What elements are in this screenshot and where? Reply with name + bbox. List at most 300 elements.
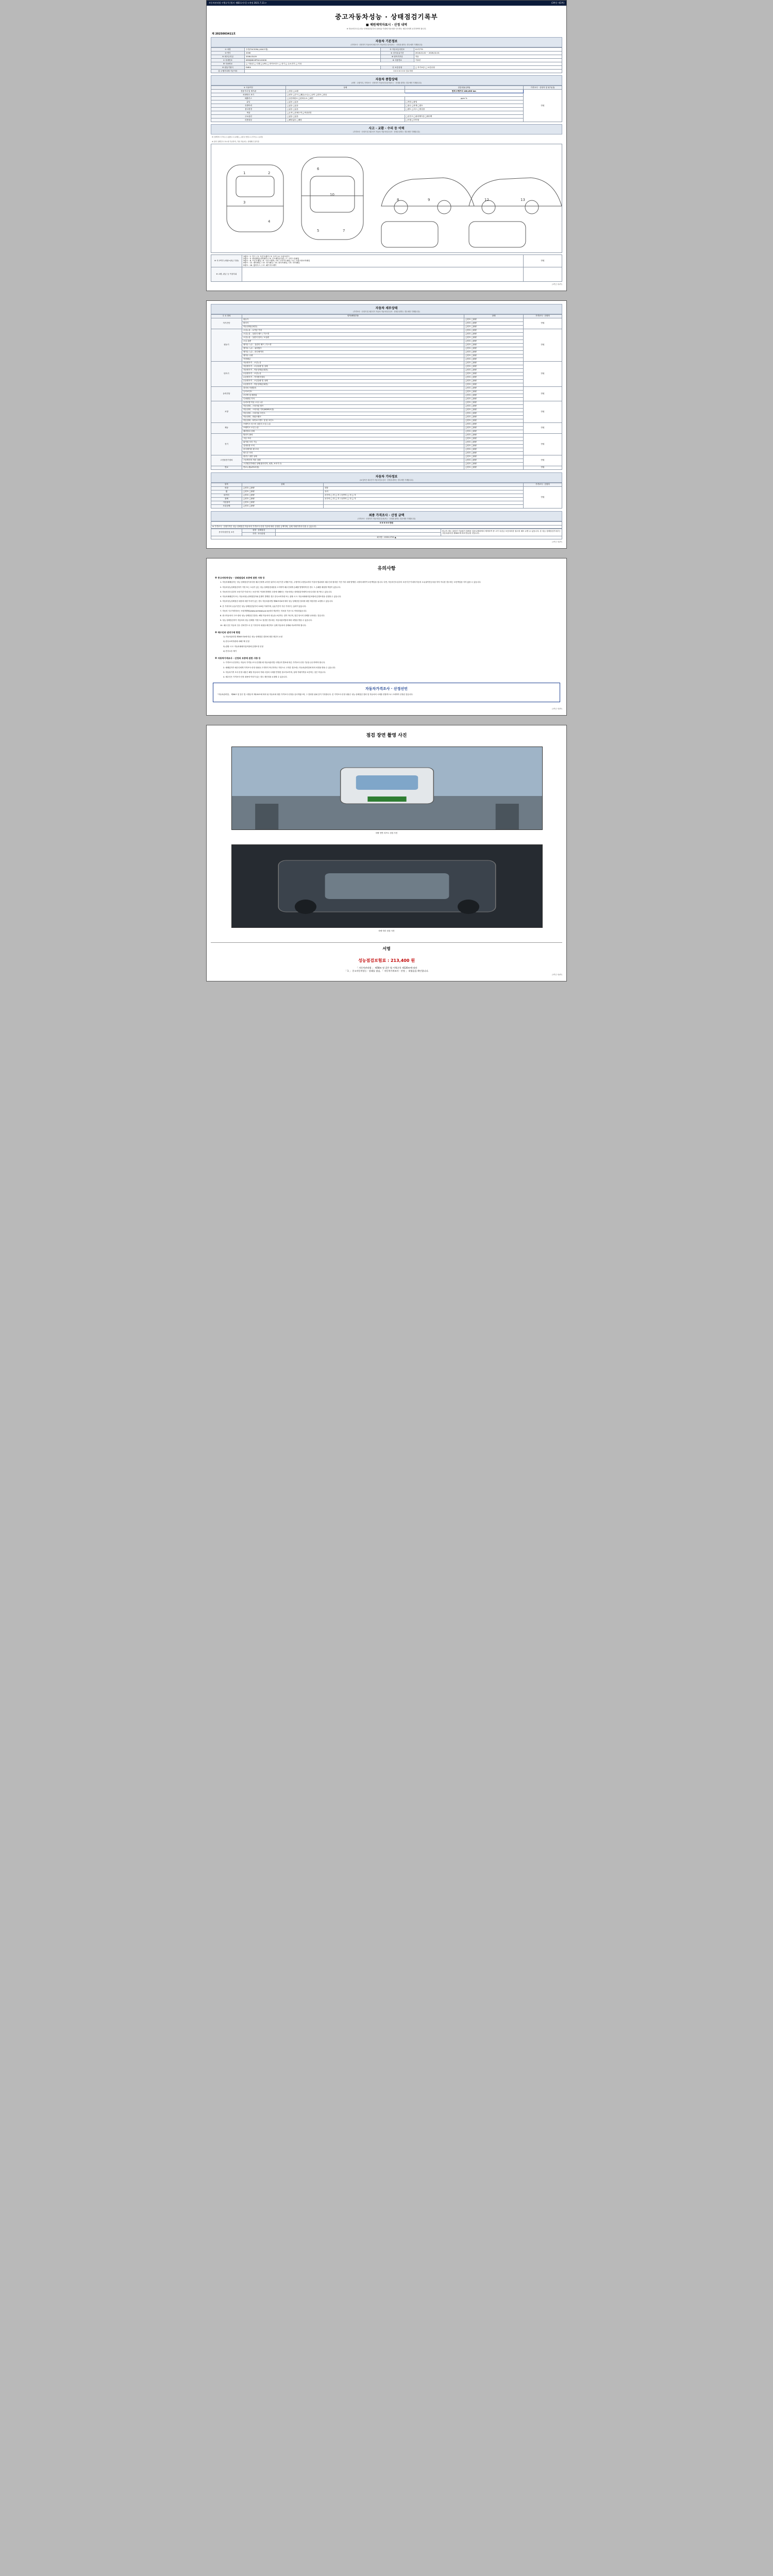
row-label: 색상	[211, 111, 286, 115]
table-row	[211, 412, 562, 415]
svg-text:12: 12	[484, 198, 489, 202]
detail-item-label: 오일누유 - 실린더 블록 / 오일팬	[242, 336, 464, 340]
table-row	[211, 55, 562, 59]
detail-item-label: 작동상태 - 스티어링 조인트	[242, 412, 464, 415]
notice-subheading-2: ※ 자동차가격조사 · 산정의 보증에 관한 사항 등	[215, 657, 261, 660]
detail-item-state[interactable]: □양호 □불량	[464, 379, 524, 383]
detail-group-score: 만원	[524, 433, 562, 455]
cell-label: ⑧ 사용연료	[380, 59, 414, 62]
table-row	[211, 444, 562, 448]
detail-group-label: 자기진단	[211, 318, 242, 329]
table-row	[211, 401, 562, 404]
row-state[interactable]: □일산화탄소 □탄화수소 □매연	[286, 97, 405, 100]
detail-group-score: 만원	[524, 401, 562, 422]
detail-item-state[interactable]: □양호 □불량	[464, 350, 524, 354]
table-row	[211, 536, 562, 539]
detail-item-state[interactable]: □양호 □불량	[464, 448, 524, 451]
table-row	[211, 62, 562, 66]
table-row	[211, 440, 562, 444]
detail-item-state[interactable]: □양호 □불량	[464, 386, 524, 390]
detail-group-label: 연료	[211, 466, 242, 469]
detail-item-state[interactable]: □양호 □불량	[464, 462, 524, 466]
document-number: 제 2025003411호	[212, 32, 236, 36]
cell-value: 2018-02-02 ~ 2026-02-01	[414, 52, 562, 55]
other-row-state[interactable]: □양호 □불량	[242, 501, 324, 504]
field-value[interactable]	[276, 532, 441, 536]
detail-group-label: 전기	[211, 433, 242, 455]
row-label: 전용거리 및 계기판	[211, 90, 286, 93]
form-header-bar	[207, 1, 566, 6]
notice-item: 8. 중고자동차의 구조·장치 성능·상태점검 결과는 해당 자동차의 성능을 보증하는 것이 아니며, 점검 당시의 상태를 나타내는 것입니다.	[220, 615, 325, 617]
detail-item-label: 작동상태 - 타이로드엔드 및 볼 조인트	[242, 419, 464, 422]
table-row	[211, 350, 562, 354]
detail-group-score: 만원	[524, 329, 562, 361]
table-row	[211, 497, 562, 501]
detail-item-state[interactable]: □양호 □불량	[464, 347, 524, 350]
detail-item-label: 작동상태(공회전)	[242, 325, 464, 329]
table-row	[211, 108, 562, 111]
sheet-2	[206, 300, 567, 549]
detail-item-state[interactable]: □양호 □불량	[464, 433, 524, 437]
detail-group-label: 조향	[211, 401, 242, 422]
document-page	[0, 0, 773, 981]
legend-item: 2랭크 : 5. 쿼터패널(리어펜더) / 6. 루프패널(지붕) / 7. 사이드실패널	[243, 257, 299, 260]
cell-label: ⑤ 최초등록일	[211, 55, 245, 59]
detail-item-label: 수동변속기 - 기어변속장치	[242, 376, 464, 379]
notice-item: 3) 관할 시·도 자동차매매사업조합에 분쟁조정 신청	[223, 645, 263, 648]
car-damage-diagram[interactable]	[211, 144, 562, 253]
row-detail[interactable]: □침수 □화재 □덴트	[405, 104, 523, 108]
field-value[interactable]	[276, 529, 441, 532]
detail-item-label: 자동변속기 - 오일유량 및 상태	[242, 365, 464, 368]
table-header-row	[211, 314, 562, 318]
row-state[interactable]: □없음 □있음	[286, 104, 405, 108]
detail-group-score: 만원	[524, 386, 562, 401]
legend-item: 5랭크 : 16. 휠하우스 / 17. 패키지트레이	[243, 264, 277, 266]
table-row	[211, 97, 562, 100]
other-row-label: 광택	[211, 497, 242, 501]
detail-group-label: 동력전달	[211, 386, 242, 401]
row-detail[interactable]: □이행 □미이행	[405, 118, 523, 122]
row-detail[interactable]: □렌트 □리스 □영업용	[405, 108, 523, 111]
other-info-table	[211, 483, 562, 509]
detail-item-state[interactable]: □양호 □불량	[464, 440, 524, 444]
table-row	[211, 459, 562, 462]
other-row-label-2: 내장	[323, 486, 523, 490]
svg-text:2: 2	[268, 171, 271, 175]
detail-item-state[interactable]: □양호 □불량	[464, 318, 524, 321]
section-overall-title: 자동차 종합상태	[375, 78, 398, 81]
cell-label: ⑩ 원동기형식	[211, 66, 245, 70]
notice-item: 4. 자동차매매업자 또는 자동차성능상태점검자와 분쟁이 발생한 경우 한국소비자원 또는 관할 시·도 자동차매매사업조합에 분쟁조정을 신청할 수 있습니다.	[220, 596, 342, 598]
table-row	[211, 490, 562, 494]
legend-side-value[interactable]	[242, 267, 524, 281]
row-state[interactable]: □없음 □있음	[286, 100, 405, 104]
row-state[interactable]: □없음 □있음	[286, 115, 405, 118]
detail-item-state[interactable]: □양호 □불량	[464, 372, 524, 376]
detail-item-state[interactable]: □양호 □불량	[464, 401, 524, 404]
col-header: 상태	[464, 314, 524, 318]
detail-table-body	[211, 318, 562, 469]
detail-item-label: 오일누유 - 실린더 헤드 / 가스켓	[242, 332, 464, 336]
col-header	[323, 483, 523, 486]
detail-item-state[interactable]: □양호 □불량	[464, 430, 524, 433]
detail-item-state[interactable]: □양호 □불량	[464, 412, 524, 415]
detail-item-state[interactable]: □양호 □불량	[464, 419, 524, 422]
col-header: 가격조사 · 산정자	[524, 483, 562, 486]
table-row	[211, 340, 562, 343]
other-row-label: 외장	[211, 486, 242, 490]
row-label: 튜닝	[211, 100, 286, 104]
col-header: 상태	[286, 86, 405, 90]
table-row	[211, 321, 562, 325]
legend-item: 1랭크 : 1. 후드 / 2. 프론트팬더 / 3. 도어 / 4. 트렁크리드	[243, 255, 290, 258]
row-state[interactable]: □양호 □부식 □훼손(오손) □상이 □변조 □타공	[286, 93, 524, 97]
table-row	[211, 255, 562, 267]
legend-title: ※ 사고여부 (외판+판금 부품)	[211, 255, 242, 267]
detail-item-state[interactable]: □양호 □불량	[464, 383, 524, 386]
col-header: 상태	[242, 483, 324, 486]
detail-item-state[interactable]: □양호 □불량	[464, 397, 524, 401]
svg-text:9: 9	[428, 198, 430, 202]
table-row	[211, 433, 562, 437]
photo-1-caption: 차량 전면 리프트 점검 사진	[375, 832, 398, 834]
row-detail[interactable]: □적법 □불법	[405, 100, 523, 104]
section-other-note: (※ 항목은 매수인이 자동차인수증서 · 산정을 완하는 경우에만 기재합니다)	[360, 479, 413, 481]
table-row	[211, 383, 562, 386]
other-row-label-2	[323, 501, 523, 504]
other-row-state[interactable]: □양호 □불량	[242, 504, 324, 508]
row-label: 주요옵션	[211, 115, 286, 118]
table-row	[211, 386, 562, 390]
detail-item-label: 냉각수 수량	[242, 354, 464, 358]
cell-value: 2006-03-09	[245, 55, 381, 59]
detail-item-state[interactable]: □양호 □불량	[464, 459, 524, 462]
section-other-band	[211, 472, 562, 483]
notice-item: 5. 자동차성능상태점검 내용에 대한 이의가 있는 경우 자동차관리법 제58조의4에 따라 성능·상태점검 결과에 대한 재검사를 요청할 수 있습니다.	[220, 600, 333, 603]
detail-group-label: 고전원전기장치	[211, 455, 242, 466]
svg-text:10: 10	[330, 193, 334, 197]
page-title: 중고자동차성능 · 상태점검기록부	[335, 13, 438, 21]
table-row	[211, 376, 562, 379]
inspection-photo-1	[231, 747, 543, 830]
detail-item-state[interactable]: □양호 □불량	[464, 332, 524, 336]
notice-item: 1. 자동차매매업자는 성능·상태점검기록부를 매수인에게 교부한 날부터 보증기간 1개월 이상, 주행거리 2천킬로미터 이상의 범위에서 매수인과 합의한 기간·거리 내에 발생한 고장에 대하여 보증책임을 집니다. 다만, 자동차인도일부터 보증기간 이내에 자동차 소유권이전등록을 하지 아니한 경우에는 보증책임을 지지 않을 수 있습니다.	[220, 581, 481, 584]
notice-item: 1. 가격조사·산정자는 자동차 가격을 조사·산정할 때 자동차관리법 시행규칙 별표에 따른 가격조사·산정 기준을 준수하여야 합니다.	[223, 662, 326, 664]
other-row-state[interactable]: □양호 □불량	[242, 494, 324, 497]
table-row	[211, 501, 562, 504]
table-row	[211, 504, 562, 508]
field-label: 성명 · 상태점검	[242, 529, 276, 532]
detail-item-label: 수동변속기 - 작동상태(공회전)	[242, 383, 464, 386]
row-state[interactable]: □해당없음 □해당	[286, 118, 405, 122]
section-basic-note: (가격조사 · 산정자가 자동차에 매수인이 자동차인수증서(또는 · 산정을 완하는 경우에만 기재합니다)	[350, 44, 423, 46]
svg-text:4: 4	[268, 219, 271, 224]
table-row	[211, 368, 562, 372]
row-detail: ppm %	[405, 97, 523, 100]
detail-group-score: 만원	[524, 318, 562, 329]
table-row	[211, 415, 562, 419]
col-header: 점검내용(상태)	[405, 86, 523, 90]
declaration-text: 「자동차관리법」 제58조 및 같은 법 시행규칙 제120조에 따라 위 자동차에 대한 가격조사·산정을 실시하였으며, 그 결과를 위와 같이 기록합니다. 본 가격조사·산정 내용은 성능·상태점검 결과 및 자동차의 시세를 종합적으로 고려하여 산정된 것입니다.	[216, 693, 413, 696]
signature-footer-2: 「 1 」 중고자동차성능 · 상태를 점검, 「 자동차가격조사 · 산정 」 하였음을 확인합니다.	[344, 969, 429, 972]
cell-label: ⑦ 차대번호	[211, 59, 245, 62]
detail-group-score: 만원	[524, 361, 562, 386]
cell-value: 2006	[245, 52, 381, 55]
detail-item-label: 커먼레일	[242, 358, 464, 361]
page-mark-1: (3쪽중 제1쪽)	[552, 283, 562, 285]
detail-item-state[interactable]: □양호 □불량	[464, 451, 524, 455]
detail-item-label: 배력장치 상태	[242, 430, 464, 433]
other-row-label-2: 운전석 □ 전 □ 후 / 동반석 □ 전 □ 후	[323, 497, 523, 501]
col-header: 항목	[211, 483, 242, 486]
detail-item-label: 고전원전기배선 상태(접속단자, 피복, 보호기구)	[242, 462, 464, 466]
table-row	[211, 361, 562, 365]
detail-item-label: 연료누출(LPG포함)	[242, 466, 464, 469]
table-row	[211, 397, 562, 401]
detail-item-state[interactable]: □양호 □불량	[464, 340, 524, 343]
other-row-label-2: 유리	[323, 490, 523, 494]
table-row	[211, 90, 562, 93]
detail-item-label: 추진축 및 베어링	[242, 394, 464, 397]
detail-item-state[interactable]: □양호 □불량	[464, 354, 524, 358]
row-label: 특별이력	[211, 104, 286, 108]
detail-item-state[interactable]: □양호 □불량	[464, 444, 524, 448]
table-row	[211, 466, 562, 469]
detail-item-label: 동력조향 작동 오일 누유	[242, 401, 464, 404]
detail-item-state[interactable]: □양호 □불량	[464, 358, 524, 361]
cell-value: D4EA	[245, 66, 381, 70]
accident-score: 만원	[524, 255, 562, 267]
photos-band: 점검 장면 촬영 사진	[366, 733, 407, 738]
other-row-label: 기본품목	[211, 501, 242, 504]
table-row	[211, 59, 562, 62]
agency-tel: 회사명 : 1533-2720 ▲	[211, 536, 562, 539]
table-row	[211, 93, 562, 97]
svg-text:3: 3	[243, 200, 246, 205]
table-row	[211, 494, 562, 497]
section-accident-note: (가격조사 · 산정자 및 매수인이 자동차 자동차인수증서 · 산정을 완하는 경우에만 기재합니다)	[353, 131, 420, 133]
table-row	[211, 430, 562, 433]
page-number-1: (3쪽중 제1쪽)	[551, 2, 564, 4]
table-row	[211, 267, 562, 281]
row-state[interactable]: □무색 □전체도색 □색상변경	[286, 111, 524, 115]
section-price-title: 최종 가격조사 · 산정 금액	[368, 513, 405, 517]
notice-subheading-1: ※ 매수인의 권리구제 방법	[215, 631, 240, 634]
accident-note-1: ※ (상태표시 부호) ○ (없음) × (교환) △ (판금·용접) ▽ (부식) ▷ (긁힘)	[212, 136, 263, 138]
detail-item-label: 윈도우 모터	[242, 451, 464, 455]
detail-group-label: 제동	[211, 422, 242, 433]
other-row-state[interactable]: □양호 □불량	[242, 490, 324, 494]
cell-label: ⑪ 보증유형	[380, 66, 414, 70]
detail-item-state[interactable]: □양호 □불량	[464, 329, 524, 332]
inspector-table	[211, 529, 562, 539]
other-row-state[interactable]: □양호 □불량	[242, 486, 324, 490]
price-note: ※ 가격조사 · 산정가격은 성능·상태점검 자동차의 가격조사·산정 기준에 따라 산정한 금액이며, 실제 거래가격과 다를 수 있습니다.	[211, 525, 562, 528]
table-row	[211, 462, 562, 466]
table-row	[211, 390, 562, 394]
section-detail-note: (가격조사 · 산정자 및 매수인이 자동차 자동차인수증서 · 산정을 완하는 경우에만 기재합니다)	[353, 310, 420, 313]
detail-item-state[interactable]: □양호 □불량	[464, 422, 524, 426]
detail-group-label: 변속기	[211, 361, 242, 386]
table-row	[211, 343, 562, 347]
detail-item-label: 냉각수 누수 - 워터펌프	[242, 347, 464, 350]
detail-item-state[interactable]: □양호 □불량	[464, 365, 524, 368]
detail-item-label: 브레이크 오일 누유	[242, 426, 464, 430]
detail-item-state[interactable]: □양호 □불량	[464, 376, 524, 379]
table-row	[211, 118, 562, 122]
sheet-1	[206, 0, 567, 291]
table-row	[211, 318, 562, 321]
svg-text:6: 6	[317, 167, 320, 171]
basic-info-table	[211, 47, 562, 73]
detail-item-state[interactable]: □양호 □불량	[464, 368, 524, 372]
section-other-title: 자동차 기타정보	[375, 474, 398, 479]
accident-legend-table	[211, 255, 562, 282]
table-row	[211, 419, 562, 422]
table-row	[211, 455, 562, 459]
table-row	[211, 358, 562, 361]
detail-item-state[interactable]: □양호 □불량	[464, 336, 524, 340]
overall-state-table	[211, 86, 562, 122]
notice-item: 2. 매매업자가 매수인에게 가격조사·산정 내용을 고지하지 아니하거나 거짓으로 고지한 경우에는 자동차관리법에 따라 처벌을 받을 수 있습니다.	[223, 666, 336, 669]
other-row-label-2	[323, 504, 523, 508]
svg-text:7: 7	[343, 229, 345, 233]
detail-group-score: 만원	[524, 455, 562, 466]
row-state[interactable]: □정상 □교환	[286, 90, 405, 93]
table-row	[211, 347, 562, 350]
detail-item-label: 오일 유량	[242, 340, 464, 343]
photo-1-wrap	[211, 741, 562, 839]
other-row-label: 타이어	[211, 494, 242, 497]
notice-item: 4. 매수인은 가격조사·산정 내용에 이의가 있는 경우 재산정을 요청할 수 있습니다.	[223, 676, 288, 679]
detail-item-state[interactable]: □양호 □불량	[464, 390, 524, 394]
section-detail-title: 자동차 세부상태	[375, 306, 398, 310]
detail-item-state[interactable]: □양호 □불량	[464, 415, 524, 419]
notice-item: 10. 매수인은 자동차 인수 전에 반드시 본 기록부의 내용을 확인하고 실제 자동차의 상태와 비교하여야 합니다.	[220, 624, 307, 626]
detail-item-label: 자동변속기 - 오일누유	[242, 361, 464, 365]
notice-heading: ※ 중고자동차성능 · 상태점검의 보증에 관한 사항 등	[215, 577, 265, 580]
table-row	[211, 521, 562, 525]
table-row	[211, 365, 562, 368]
table-row	[211, 529, 562, 532]
detail-item-state[interactable]: □양호 □불량	[464, 437, 524, 440]
row-label: 리콜대상	[211, 118, 286, 122]
detail-item-label: 클러치 어셈블리	[242, 386, 464, 390]
detail-item-state[interactable]: □양호 □불량	[464, 325, 524, 329]
page-mark-4: (3쪽중 제4쪽)	[552, 973, 562, 976]
notice-item: 9. 성능·상태점검자가 자동차의 성능·상태를 거짓으로 점검한 경우에는 자동차관리법에 따라 처벌을 받을 수 있습니다.	[220, 619, 312, 622]
detail-item-label: 와이퍼 모터 기능	[242, 440, 464, 444]
detail-item-label: 작동상태 - 스티어링 펌프	[242, 404, 464, 408]
table-row	[211, 52, 562, 55]
field-label: 가격 · 조사산정	[242, 532, 276, 536]
detail-item-state[interactable]: □양호 □불량	[464, 321, 524, 325]
section-accident-band	[211, 124, 562, 134]
table-row	[211, 325, 562, 329]
svg-text:5: 5	[317, 229, 320, 233]
cell-label: ① 차명	[211, 48, 245, 52]
detail-item-state[interactable]: □양호 □불량	[464, 466, 524, 469]
inspector-label: 종사자성명 및 소속	[211, 529, 242, 536]
section-price-note: (가격조사 · 산정자가 자동차인수증서(또는 · 산정을 완하는 경우에만 기재합니다)	[357, 517, 416, 520]
detail-item-state[interactable]: □양호 □불량	[464, 394, 524, 397]
detail-item-label: 변속기	[242, 321, 464, 325]
table-row	[211, 379, 562, 383]
section-overall-band	[211, 75, 562, 86]
page-subtitle-note: ※ 자동차인도일 (성능·상태점검일부터 120일) 이내에 자동차를 인도받는 매수인에게 교부하여야 합니다.	[346, 28, 427, 30]
col-header: 주 요 장치	[211, 314, 242, 318]
detail-item-state[interactable]: □양호 □불량	[464, 404, 524, 408]
car-diagram-svg	[211, 144, 562, 252]
accident-note-2: ※ 위의 상태부호 표시에 기준하여, 기타 자동차는 상태확인 불가함	[212, 141, 259, 143]
table-row	[211, 394, 562, 397]
detail-item-label: 수동변속기 - 오일누유	[242, 372, 464, 376]
table-row	[211, 48, 562, 52]
legend-items	[242, 255, 524, 267]
section-basic-band	[211, 37, 562, 47]
table-row	[211, 426, 562, 430]
notice-list	[211, 581, 562, 627]
table-header-row	[211, 483, 562, 486]
row-state[interactable]: □없음 □있음	[286, 108, 405, 111]
other-row-state[interactable]: □양호 □불량	[242, 497, 324, 501]
legend-item: 3랭크 : 8. 프론트패널 / 9. 크로스멤버 / 10. 인사이드패널 / 11. 트렁크플로어패널	[243, 260, 310, 262]
section-price-band	[211, 511, 562, 521]
cell-value: 01저779	[414, 48, 562, 52]
sheet-4	[206, 725, 567, 981]
form-legal-ref: 자동차관리법 시행규칙 [별지 제82호서식] <개정 2021.7.13.>	[209, 2, 267, 4]
score-cell: 만원	[524, 90, 562, 122]
detail-group-score: 만원	[524, 422, 562, 433]
table-row	[211, 104, 562, 108]
detail-item-label: 수동변속기 - 오일유량 및 상태	[242, 379, 464, 383]
cell-label: ④ 검사유효기간	[380, 52, 414, 55]
legend-item: 4랭크 : 12. 필러패널 / 13. 대시패널 / 14. 플로어패널 / 15. 리어패널	[243, 262, 300, 264]
other-row-label: 휠	[211, 490, 242, 494]
table-row	[211, 408, 562, 412]
detail-item-label: 충전구 절연 상태	[242, 455, 464, 459]
detail-item-label: 등속조인트	[242, 390, 464, 394]
notice-item: 6. 본 기록부의 유효기간은 성능·상태점검일부터 120일 이내이며, 유효기간이 지난 기록부는 효력이 없습니다.	[220, 605, 307, 607]
detail-item-state[interactable]: □양호 □불량	[464, 343, 524, 347]
cell-label: ⑫ 주행거리계 기준거리	[211, 70, 245, 73]
svg-text:1: 1	[243, 171, 246, 175]
col-header: 가격조사 · 산정자 및 평가(점)	[524, 86, 562, 90]
detail-item-label: 냉각수 누수 - 실린더 헤드 / 가스켓	[242, 343, 464, 347]
declaration-box	[213, 683, 560, 702]
detail-item-label: 원동기	[242, 318, 464, 321]
table-row	[211, 354, 562, 358]
section-detail-band	[211, 304, 562, 314]
other-table-body	[211, 486, 562, 508]
detail-item-label: 오일누유 - 로커암 커버	[242, 329, 464, 332]
row-detail[interactable]: □선루프 □내비게이션 □에어백	[405, 115, 523, 118]
cell-value: 자동	[414, 55, 562, 59]
notice-item: 7. 자동차 사고이력정보는 보험개발원(www.carhistory.or.kr)에서 제공하는 자료를 기준으로 작성되었습니다.	[220, 609, 307, 612]
legend-side-label: ※ 교환, 판금 등 이상부위	[211, 267, 242, 281]
col-header: ① 사용여부	[211, 86, 286, 90]
notice-item: 2. 자동차성능상태점검자가 거짓 또는 오류가 있는 성능·상태점검내용을 고지하여 매수인에게 손해를 발생하게 한 경우 그 손해를 배상할 책임이 있습니다.	[220, 586, 341, 588]
detail-item-state[interactable]: □양호 □불량	[464, 455, 524, 459]
detail-item-state[interactable]: □양호 □불량	[464, 426, 524, 430]
detail-item-state[interactable]: □양호 □불량	[464, 408, 524, 412]
row-label: 용도변경	[211, 108, 286, 111]
sheet-3	[206, 558, 567, 716]
detail-item-state[interactable]: □양호 □불량	[464, 361, 524, 365]
notice-item: 1) 자동차관리법 제58조의4에 따른 성능·상태점검 결과에 대한 재검사 요청	[223, 636, 282, 638]
detail-item-label: 시동 모터	[242, 437, 464, 440]
